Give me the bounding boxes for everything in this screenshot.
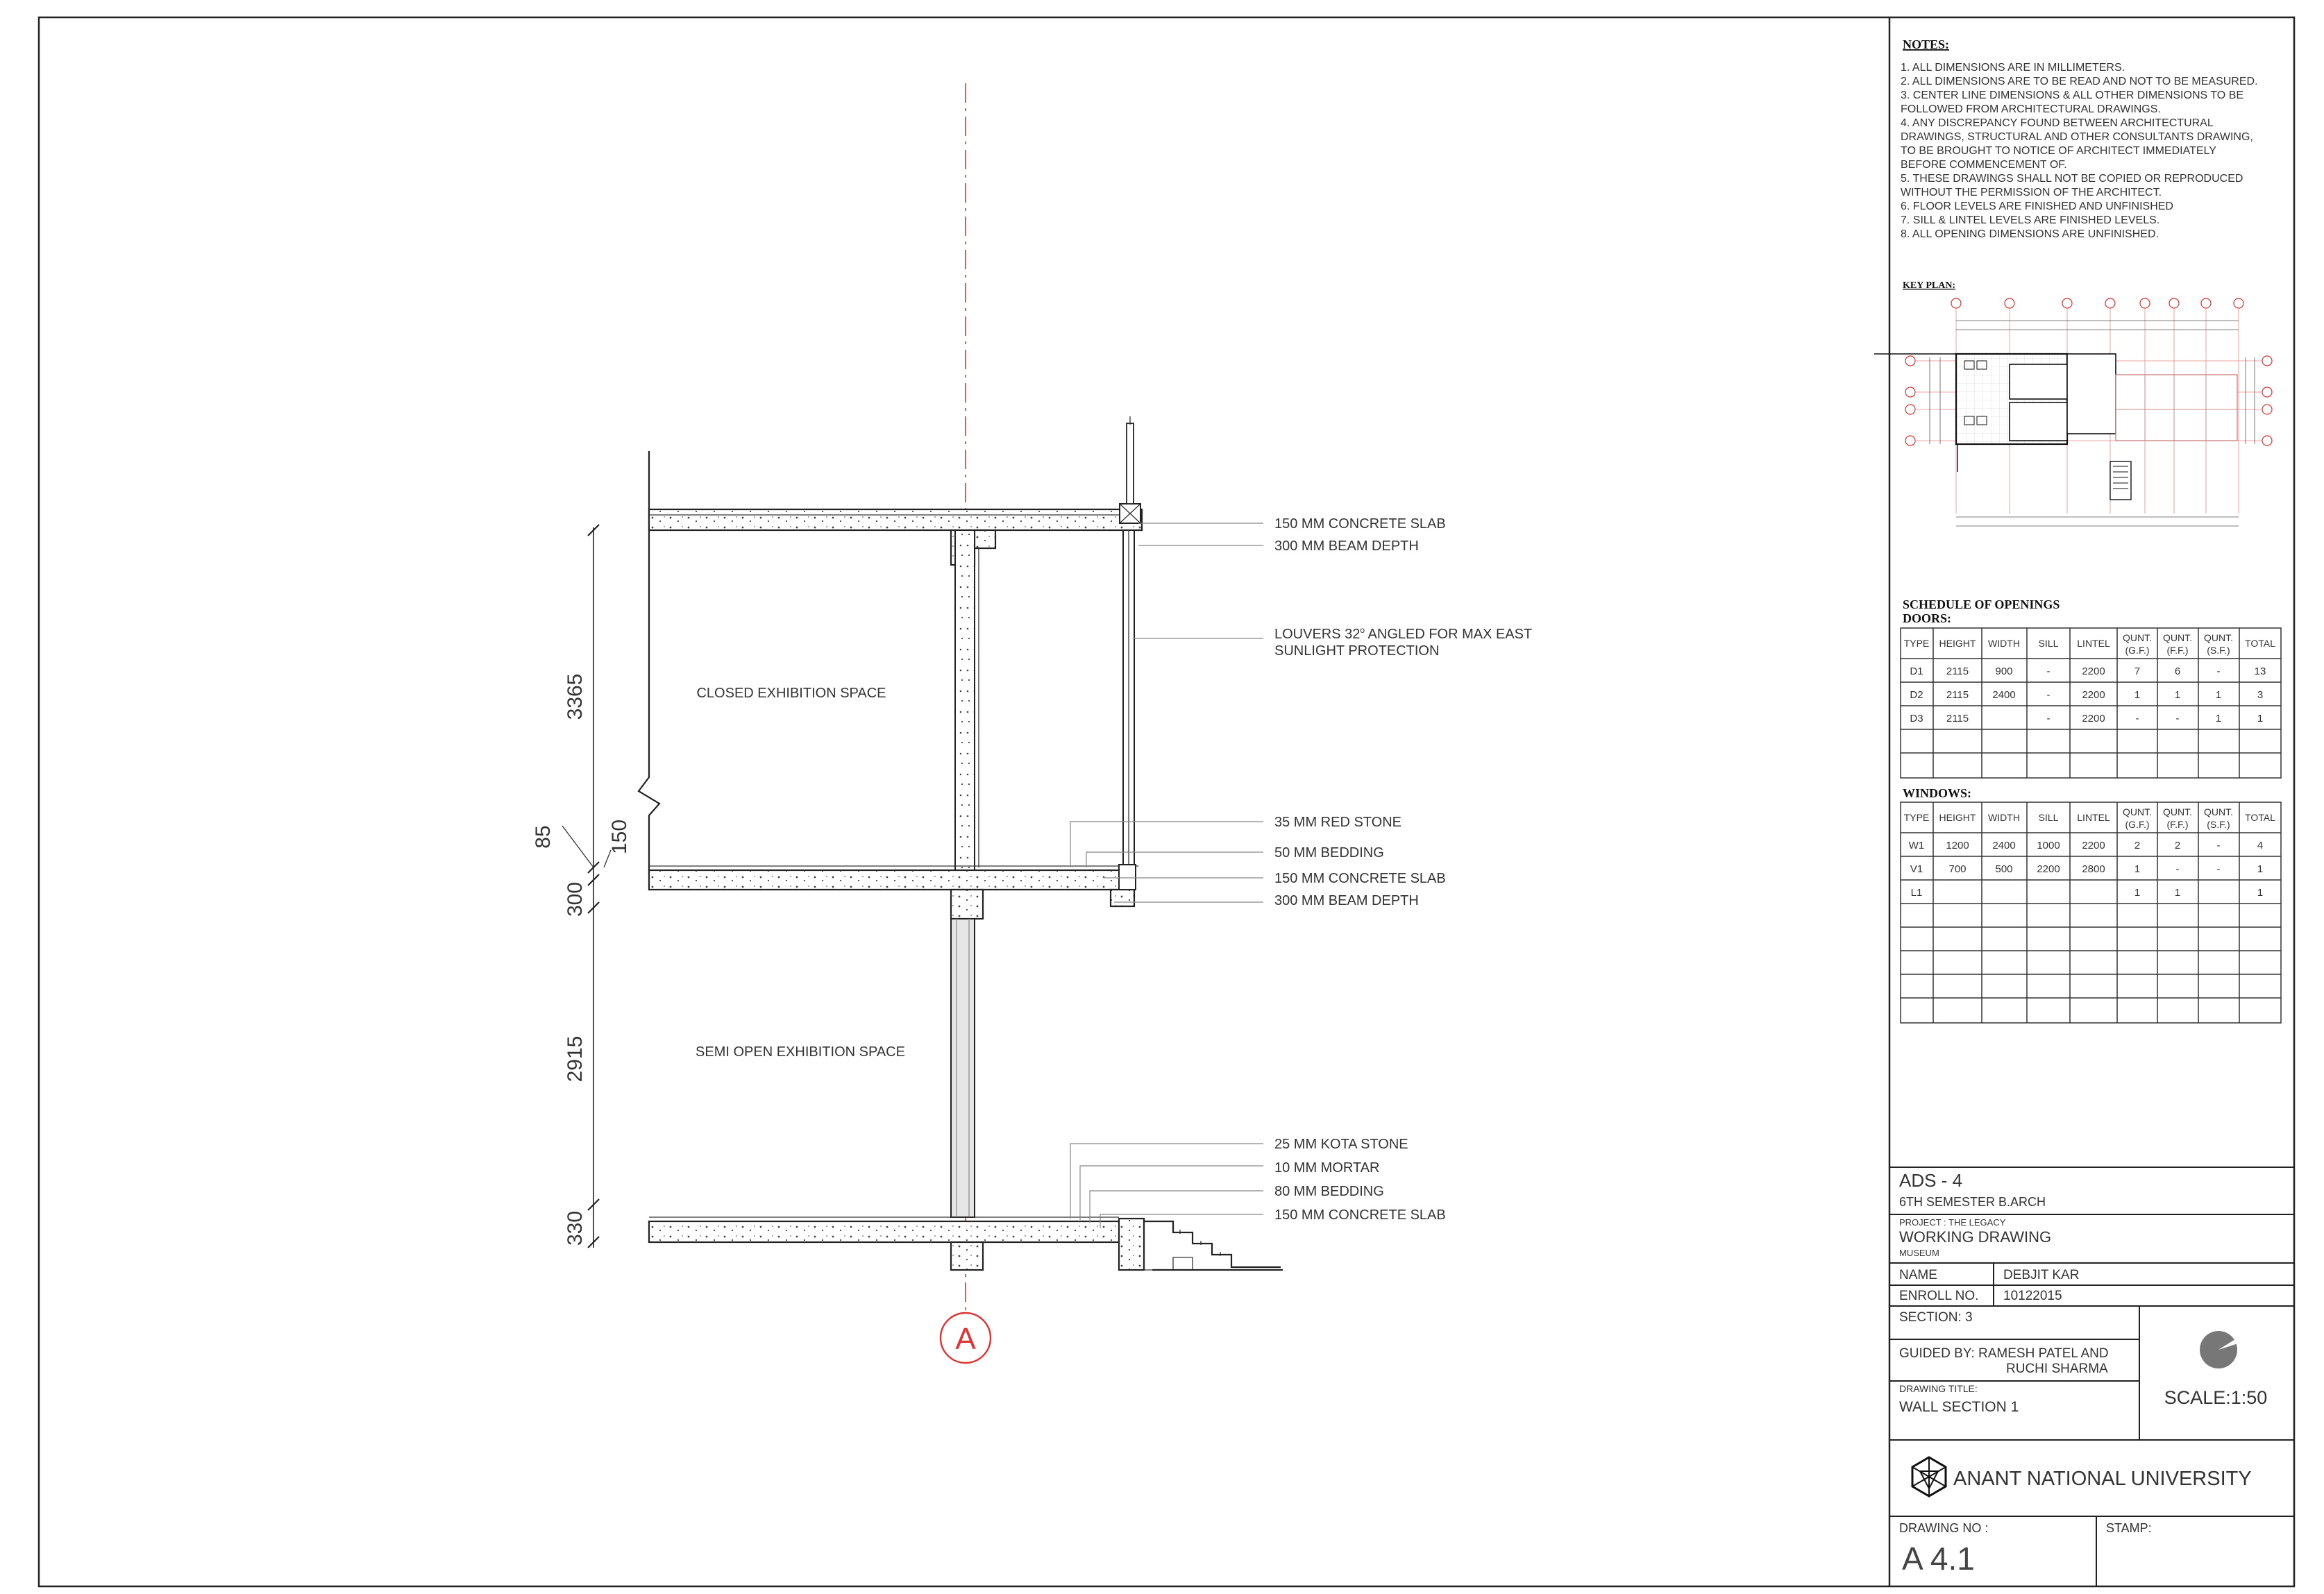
scale-label: SCALE:1:50	[2164, 1387, 2268, 1408]
windows-header-total: TOTAL	[2245, 812, 2275, 823]
course-label: ADS - 4	[1899, 1170, 1963, 1191]
window-cell: 4	[2257, 840, 2264, 851]
doors-header-lintel: LINTEL	[2077, 638, 2110, 649]
door-cell: 1	[2215, 689, 2222, 701]
door-cell: -	[2175, 713, 2180, 724]
door-cell: 2200	[2082, 665, 2105, 677]
doors-header-gf: (G.F.)	[2125, 645, 2150, 656]
doors-header-qunt-gf: QUNT.	[2123, 632, 2152, 643]
callout-bedding-80: 80 MM BEDDING	[1274, 1184, 1384, 1199]
callout-roof-beam: 300 MM BEAM DEPTH	[1274, 539, 1419, 554]
callout-kota-stone: 25 MM KOTA STONE	[1274, 1137, 1408, 1152]
windows-header-type: TYPE	[1903, 812, 1930, 823]
door-cell: -	[2216, 665, 2221, 677]
note-line: 7. SILL & LINTEL LEVELS ARE FINISHED LEVELS.	[1901, 214, 2160, 226]
window-cell: L1	[1910, 887, 1923, 899]
schedule-of-openings	[1901, 597, 2281, 1023]
note-line: 4. ANY DISCREPANCY FOUND BETWEEN ARCHITECTURAL	[1901, 117, 2214, 129]
windows-header-qunt-gf: QUNT.	[2123, 806, 2152, 817]
window-cell: -	[2175, 863, 2180, 875]
window-cell: 2800	[2082, 863, 2105, 875]
windows-header-qunt-ff: QUNT.	[2163, 806, 2192, 817]
window-cell: -	[2216, 863, 2221, 875]
door-cell: 900	[1995, 665, 2013, 677]
wall-section-drawing	[532, 83, 1532, 1363]
note-line: FOLLOWED FROM ARCHITECTURAL DRAWINGS.	[1901, 103, 2161, 115]
door-cell: D3	[1910, 713, 1923, 724]
drawing-title: WALL SECTION 1	[1899, 1399, 2019, 1415]
door-cell: -	[2046, 713, 2051, 724]
roof-beam-haunch	[975, 530, 995, 548]
schedule-title: SCHEDULE OF OPENINGS	[1903, 597, 2060, 611]
roof-slab	[649, 509, 1142, 530]
door-cell: 2200	[2082, 689, 2105, 701]
doors-header-sill: SILL	[2038, 638, 2059, 649]
note-line: 5. THESE DRAWINGS SHALL NOT BE COPIED OR REPRODUCED	[1901, 173, 2243, 185]
window-cell: 2400	[1992, 840, 2016, 851]
note-line: 1. ALL DIMENSIONS ARE IN MILLIMETERS.	[1901, 62, 2125, 74]
notes-block	[1901, 37, 2258, 240]
guided-by-line2: RUCHI SHARMA	[2006, 1362, 2108, 1376]
doors-header-total: TOTAL	[2245, 638, 2275, 649]
door-cell: 2115	[1946, 665, 1969, 677]
name-value: DEBJIT KAR	[2003, 1268, 2080, 1282]
dim-330: 330	[564, 1210, 587, 1246]
door-cell: 13	[2254, 665, 2266, 677]
doors-header-sf: (S.F.)	[2207, 645, 2230, 656]
callout-ff-slab: 150 MM CONCRETE SLAB	[1274, 871, 1446, 886]
windows-header-width: WIDTH	[1988, 812, 2020, 823]
window-cell: 500	[1995, 863, 2013, 875]
callout-louvers-a: LOUVERS 32	[1274, 627, 1361, 642]
drawing-title-label: DRAWING TITLE:	[1899, 1383, 1978, 1394]
door-cell: 2115	[1946, 713, 1969, 724]
drawing-no: A 4.1	[1902, 1541, 1975, 1577]
windows-title: WINDOWS:	[1903, 786, 1972, 800]
windows-header-sill: SILL	[2038, 812, 2059, 823]
callout-louvers-deg: o	[1360, 625, 1365, 635]
name-label: NAME	[1899, 1268, 1937, 1282]
callout-louvers-b: ANGLED FOR MAX EAST	[1365, 627, 1533, 642]
note-line: 6. FLOOR LEVELS ARE FINISHED AND UNFINISHED	[1901, 201, 2173, 212]
edge-beam	[1111, 890, 1134, 906]
windows-header-sf: (S.F.)	[2207, 819, 2230, 830]
dim-3365: 3365	[564, 673, 587, 720]
first-floor-slab	[649, 870, 1135, 890]
door-cell: 1	[2215, 713, 2222, 724]
ground-slab	[649, 1221, 1121, 1242]
door-cell: -	[2046, 665, 2051, 677]
windows-header-qunt-sf: QUNT.	[2204, 806, 2233, 817]
callout-louvers	[1274, 625, 1532, 642]
window-cell: 1	[2134, 887, 2141, 899]
key-plan-title: KEY PLAN:	[1903, 280, 1956, 291]
note-line: DRAWINGS, STRUCTURAL AND OTHER CONSULTANTS DRAWING,	[1901, 131, 2253, 143]
window-cell: 2	[2174, 840, 2181, 851]
doors-title: DOORS:	[1903, 611, 1952, 625]
window-cell: 1200	[1946, 840, 1969, 851]
drawing-no-label: DRAWING NO :	[1899, 1521, 1989, 1535]
callout-louvers-line2: SUNLIGHT PROTECTION	[1274, 643, 1440, 659]
guided-by-line1: GUIDED BY: RAMESH PATEL AND	[1899, 1346, 2109, 1361]
callout-roof-slab: 150 MM CONCRETE SLAB	[1274, 516, 1446, 532]
dim-85: 85	[532, 825, 555, 849]
door-cell: 1	[2174, 689, 2181, 701]
door-cell: 2200	[2082, 713, 2105, 724]
building-type: MUSEUM	[1899, 1248, 1939, 1258]
space-label-upper: CLOSED EXHIBITION SPACE	[696, 686, 886, 701]
window-cell: 1	[2134, 863, 2141, 875]
window-cell: 1000	[2037, 840, 2060, 851]
door-cell: D1	[1910, 665, 1923, 677]
door-cell: 1	[2257, 713, 2264, 724]
door-cell: -	[2046, 689, 2051, 701]
parapet-post	[1127, 423, 1134, 504]
doors-header-qunt-sf: QUNT.	[2204, 632, 2233, 643]
upper-column	[955, 530, 975, 870]
first-floor-beam	[951, 890, 983, 919]
doors-header-ff: (F.F.)	[2166, 645, 2189, 656]
note-line: 2. ALL DIMENSIONS ARE TO BE READ AND NOT TO BE MEASURED.	[1901, 76, 2258, 87]
window-cell: 1	[2257, 863, 2264, 875]
callout-ff-beam: 300 MM BEAM DEPTH	[1274, 893, 1419, 908]
note-line: WITHOUT THE PERMISSION OF THE ARCHITECT.	[1901, 187, 2162, 198]
section-label: SECTION: 3	[1899, 1310, 1973, 1325]
note-line: TO BE BROUGHT TO NOTICE OF ARCHITECT IMMEDIATELY	[1901, 145, 2216, 157]
dim-2915: 2915	[564, 1035, 587, 1083]
window-cell: 2	[2134, 840, 2141, 851]
stamp-label: STAMP:	[2106, 1521, 2152, 1535]
window-cell: 1	[2174, 887, 2181, 899]
enroll-value: 10122015	[2003, 1289, 2062, 1303]
title-block	[1889, 1167, 2294, 1586]
doors-header-type: TYPE	[1903, 638, 1930, 649]
callout-red-stone: 35 MM RED STONE	[1274, 815, 1401, 830]
door-cell: 6	[2174, 665, 2181, 677]
door-cell: 1	[2134, 689, 2141, 701]
notes-title: NOTES:	[1903, 37, 1950, 51]
dim-300: 300	[564, 881, 587, 917]
window-cell: 2200	[2082, 840, 2105, 851]
note-line: 3. CENTER LINE DIMENSIONS & ALL OTHER DIMENSIONS TO BE	[1901, 90, 2244, 101]
project-label: PROJECT : THE LEGACY	[1899, 1217, 2006, 1228]
window-cell: W1	[1908, 840, 1925, 851]
note-line: 8. ALL OPENING DIMENSIONS ARE UNFINISHED.	[1901, 228, 2159, 240]
university-name: ANANT NATIONAL UNIVERSITY	[1953, 1468, 2252, 1490]
semester-label: 6TH SEMESTER B.ARCH	[1899, 1195, 2046, 1209]
door-cell: D2	[1910, 689, 1923, 701]
door-cell: 7	[2134, 665, 2141, 677]
sheet-type: WORKING DRAWING	[1899, 1228, 2052, 1246]
dim-150: 150	[608, 819, 631, 855]
window-cell: -	[2216, 840, 2221, 851]
doors-header-height: HEIGHT	[1939, 638, 1976, 649]
door-cell: 2115	[1946, 689, 1969, 701]
university-logo-icon	[1912, 1457, 1946, 1496]
windows-header-ff: (F.F.)	[2166, 819, 2189, 830]
door-cell: 2400	[1992, 689, 2016, 701]
windows-header-lintel: LINTEL	[2077, 812, 2110, 823]
window-cell: V1	[1910, 863, 1923, 875]
space-label-lower: SEMI OPEN EXHIBITION SPACE	[696, 1044, 905, 1060]
enroll-label: ENROLL NO.	[1899, 1289, 1979, 1303]
callout-bedding-50: 50 MM BEDDING	[1274, 845, 1384, 860]
window-cell: 700	[1948, 863, 1967, 875]
north-arrow-icon	[2200, 1331, 2238, 1368]
doors-header-qunt-ff: QUNT.	[2163, 632, 2192, 643]
windows-header-height: HEIGHT	[1939, 812, 1976, 823]
grid-label: A	[955, 1322, 976, 1356]
plinth-edge	[1119, 1219, 1144, 1270]
windows-table-grid	[1901, 802, 2281, 1023]
plinth-beam	[951, 1242, 983, 1270]
door-cell: 3	[2257, 689, 2264, 701]
door-cell: -	[2135, 713, 2139, 724]
key-plan	[1874, 280, 2272, 526]
window-cell: 2200	[2037, 863, 2060, 875]
note-line: BEFORE COMMENCEMENT OF.	[1901, 159, 2067, 171]
doors-header-width: WIDTH	[1988, 638, 2020, 649]
callout-gf-slab: 150 MM CONCRETE SLAB	[1274, 1207, 1446, 1223]
callout-mortar: 10 MM MORTAR	[1274, 1160, 1380, 1176]
window-cell: 1	[2257, 887, 2264, 899]
entrance-steps	[1144, 1221, 1281, 1267]
lower-column	[951, 919, 975, 1217]
windows-header-gf: (G.F.)	[2125, 819, 2150, 830]
